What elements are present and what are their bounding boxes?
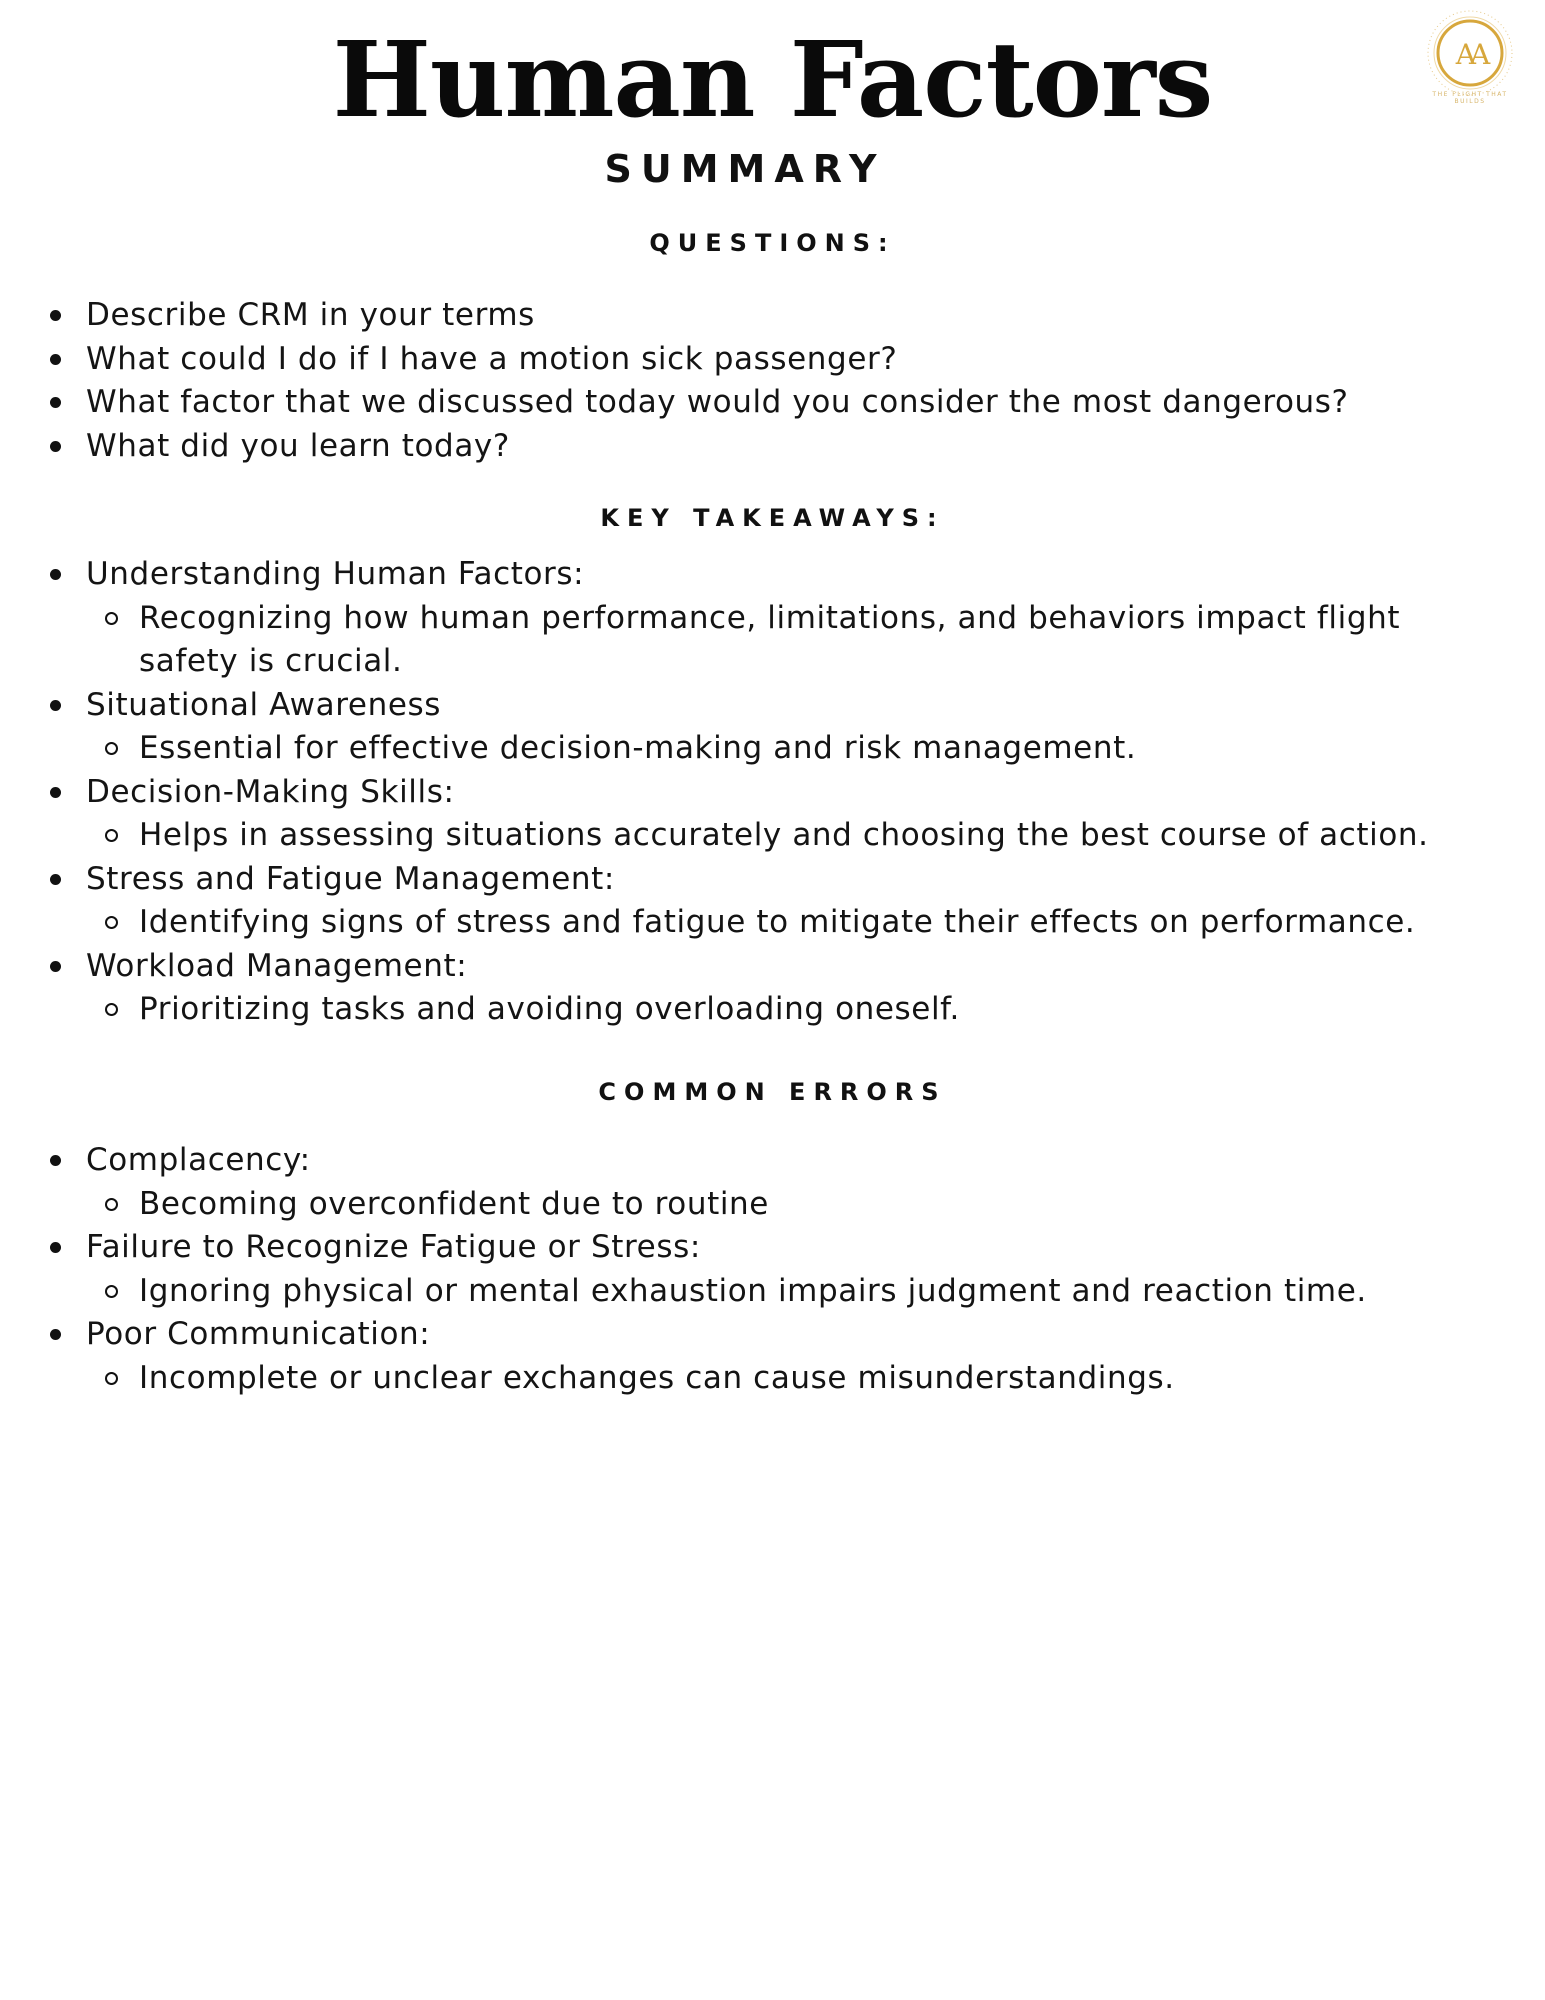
sub-list-item: Ignoring physical or mental exhaustion impairs judgment and reaction time. bbox=[50, 1270, 1490, 1314]
questions-list bbox=[50, 294, 1490, 468]
sub-list-item: Incomplete or unclear exchanges can cause misunderstandings. bbox=[50, 1357, 1490, 1401]
list-item: Workload Management: bbox=[50, 945, 1490, 989]
sub-list-item: Identifying signs of stress and fatigue to mitigate their effects on performance. bbox=[50, 901, 1490, 945]
page-title: Human Factors bbox=[332, 18, 1213, 141]
questions-heading: QUESTIONS: bbox=[649, 229, 896, 257]
common-errors-list bbox=[50, 1139, 1490, 1400]
list-item: Decision-Making Skills: bbox=[50, 771, 1490, 815]
list-item: Understanding Human Factors: bbox=[50, 553, 1490, 597]
list-item: What factor that we discussed today would you consider the most dangerous? bbox=[50, 381, 1490, 425]
key-takeaways-list bbox=[50, 553, 1490, 1032]
list-item: Complacency: bbox=[50, 1139, 1490, 1183]
sub-list-item: Prioritizing tasks and avoiding overloading oneself. bbox=[50, 988, 1490, 1032]
sub-item-line: Recognizing how human performance, limitations, and behaviors impact flight bbox=[139, 599, 1401, 636]
list-item: Stress and Fatigue Management: bbox=[50, 858, 1490, 902]
sub-list-item bbox=[50, 597, 1490, 684]
list-item: What did you learn today? bbox=[50, 425, 1490, 469]
common-errors-heading: COMMON ERRORS bbox=[598, 1078, 947, 1106]
list-item: Situational Awareness bbox=[50, 684, 1490, 728]
sub-list-item: Essential for effective decision-making and risk management. bbox=[50, 727, 1490, 771]
sub-item-line: safety is crucial. bbox=[139, 643, 403, 679]
logo-monogram: AA bbox=[1455, 38, 1485, 71]
sub-list-item: Becoming overconfident due to routine bbox=[50, 1183, 1490, 1227]
key-takeaways-heading: KEY TAKEAWAYS: bbox=[600, 504, 945, 532]
list-item: Describe CRM in your terms bbox=[50, 294, 1490, 338]
logo-caption: THE FLIGHT THAT BUILDS bbox=[1432, 91, 1508, 106]
list-item: Failure to Recognize Fatigue or Stress: bbox=[50, 1226, 1490, 1270]
list-item: What could I do if I have a motion sick passenger? bbox=[50, 338, 1490, 382]
list-item: Poor Communication: bbox=[50, 1313, 1490, 1357]
sub-list-item: Helps in assessing situations accurately and choosing the best course of action. bbox=[50, 814, 1490, 858]
page-subtitle: SUMMARY bbox=[604, 147, 886, 191]
